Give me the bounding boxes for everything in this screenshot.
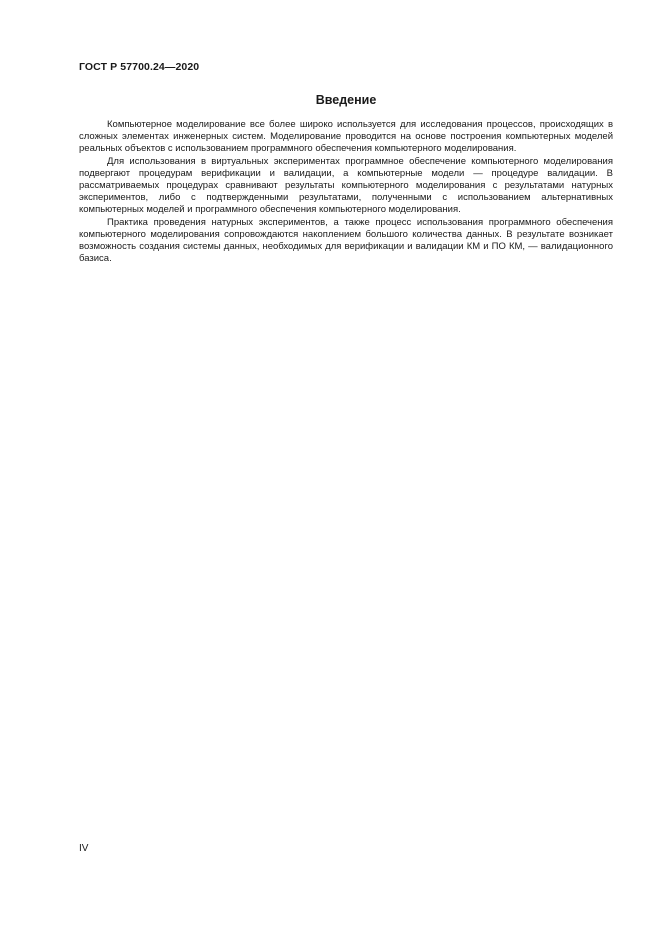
document-code: ГОСТ Р 57700.24—2020 — [79, 61, 200, 73]
paragraph-3: Практика проведения натурных экспериментов, а также процесс использования программного обеспечения компьютерного моделирования сопровождаются накоплением большого количества данных. В результате возникает возможность создания системы данных, необходимых для верификации и валидации КМ и ПО КМ, — валидационного базиса. — [79, 216, 613, 265]
body-text — [79, 119, 613, 265]
section-title: Введение — [315, 93, 377, 107]
page-number: IV — [79, 843, 89, 854]
paragraph-2: Для использования в виртуальных экспериментах программное обеспечение компьютерного моделирования подвергают процедурам верификации и валидации, а компьютерные модели — процедуре валидации. В рассматриваемых процедурах сравнивают результаты компьютерного моделирования с результатами натурных экспериментов, либо с подтвержденными результатами, полученными с использованием альтернативных компьютерных моделей и программного обеспечения компьютерного моделирования. — [79, 155, 613, 216]
paragraph-1: Компьютерное моделирование все более широко используется для исследования процессов, происходящих в сложных элементах инженерных систем. Моделирование проводится на основе построения компьютерных моделей реальных объектов с использованием программного обеспечения компьютерного моделирования. — [79, 119, 613, 155]
